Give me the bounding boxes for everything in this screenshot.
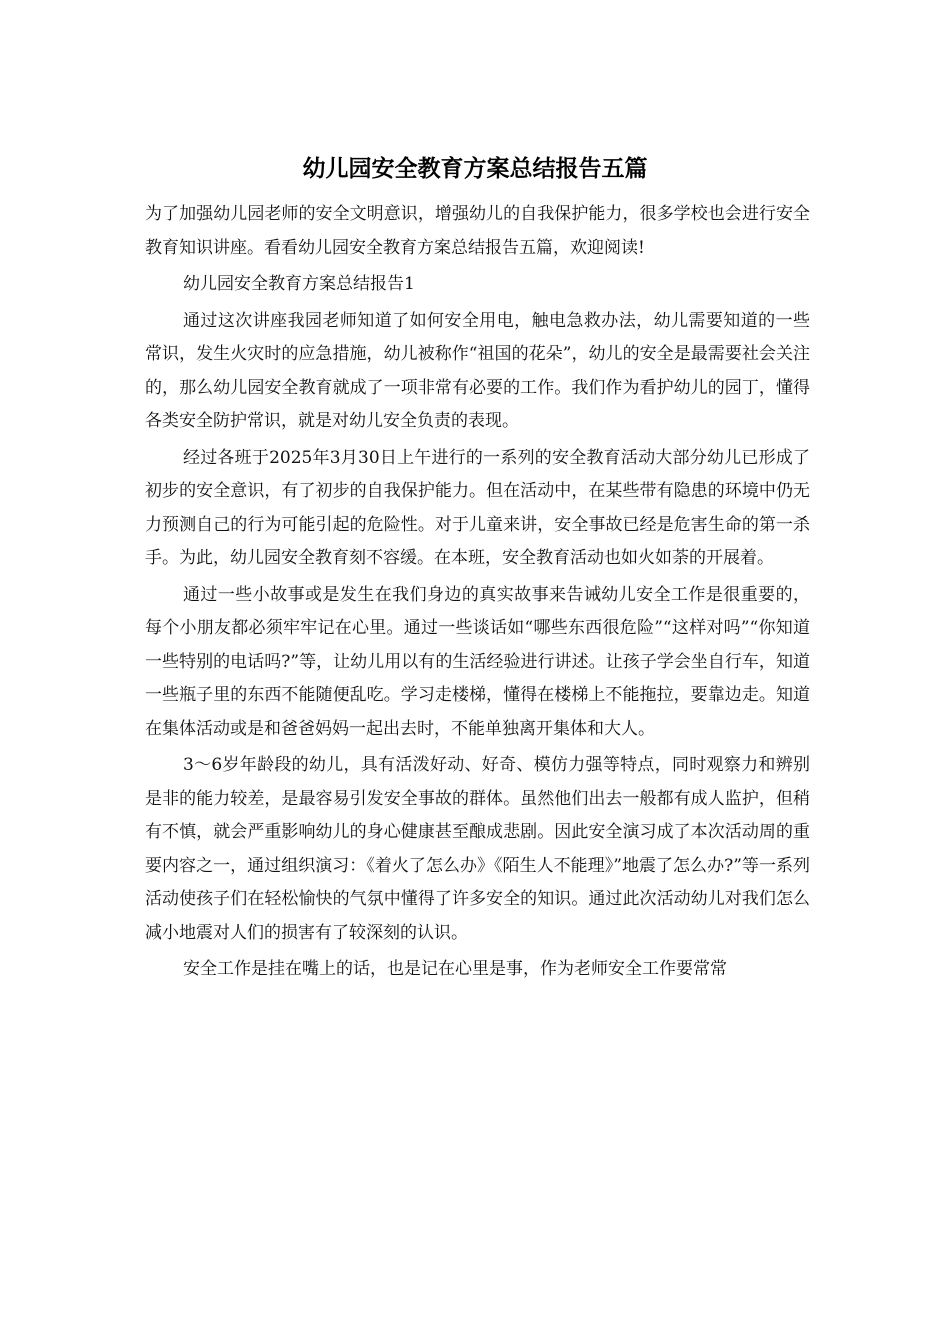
paragraph: 3～6岁年龄段的幼儿，具有活泼好动、好奇、模仿力强等特点，同时观察力和辨别是非的能力较差，是最容易引发安全事故的群体。虽然他们出去一般都有成人监护，但稍有不慎，就会严重影响幼儿的身心健康甚至酿成悲剧。因此安全演习成了本次活动周的重要内容之一，通过组织演习：《着火了怎么办》《陌生人不能理》”地震了怎么办?”等一系列活动使孩子们在轻松愉快的气氛中懂得了许多安全的知识。通过此次活动幼儿对我们怎么减小地震对人们的损害有了较深刻的认识。 — [145, 755, 810, 943]
paragraph: 通过这次讲座我园老师知道了如何安全用电，触电急救办法，幼儿需要知道的一些常识，发生火灾时的应急措施，幼儿被称作“祖国的花朵”，幼儿的安全是最需要社会关注的，那么幼儿园安全教育就成了一项非常有必要的工作。我们作为看护幼儿的园丁，懂得各类安全防护常识，就是对幼儿安全负责的表现。 — [145, 310, 810, 431]
document-title: 幼儿园安全教育方案总结报告五篇 — [302, 156, 648, 182]
section-heading: 幼儿园安全教育方案总结报告1 — [183, 274, 415, 294]
paragraph: 安全工作是挂在嘴上的话，也是记在心里是事，作为老师安全工作要常常 — [183, 959, 727, 979]
paragraph-intro: 为了加强幼儿园老师的安全文明意识，增强幼儿的自我保护能力，很多学校也会进行安全教育知识讲座。看看幼儿园安全教育方案总结报告五篇，欢迎阅读! — [145, 204, 810, 258]
document-body — [145, 198, 810, 990]
paragraph: 通过一些小故事或是发生在我们身边的真实故事来告诫幼儿安全工作是很重要的，每个小朋友都必须牢牢记在心里。通过一些谈话如“哪些东西很危险”“这样对吗”“你知道一些特别的电话吗?”等，让幼儿用以有的生活经验进行讲述。让孩子学会坐自行车，知道一些瓶子里的东西不能随便乱吃。学习走楼梯，懂得在楼梯上不能拖拉，要靠边走。知道在集体活动或是和爸爸妈妈一起出去时，不能单独离开集体和大人。 — [145, 584, 810, 739]
paragraph: 经过各班于2025年3月30日上午进行的一系列的安全教育活动大部分幼儿已形成了初步的安全意识，有了初步的自我保护能力。但在活动中，在某些带有隐患的环境中仍无力预测自己的行为可能引起的危险性。对于儿童来讲，安全事故已经是危害生命的第一杀手。为此，幼儿园安全教育刻不容缓。在本班，安全教育活动也如火如荼的开展着。 — [145, 447, 810, 568]
